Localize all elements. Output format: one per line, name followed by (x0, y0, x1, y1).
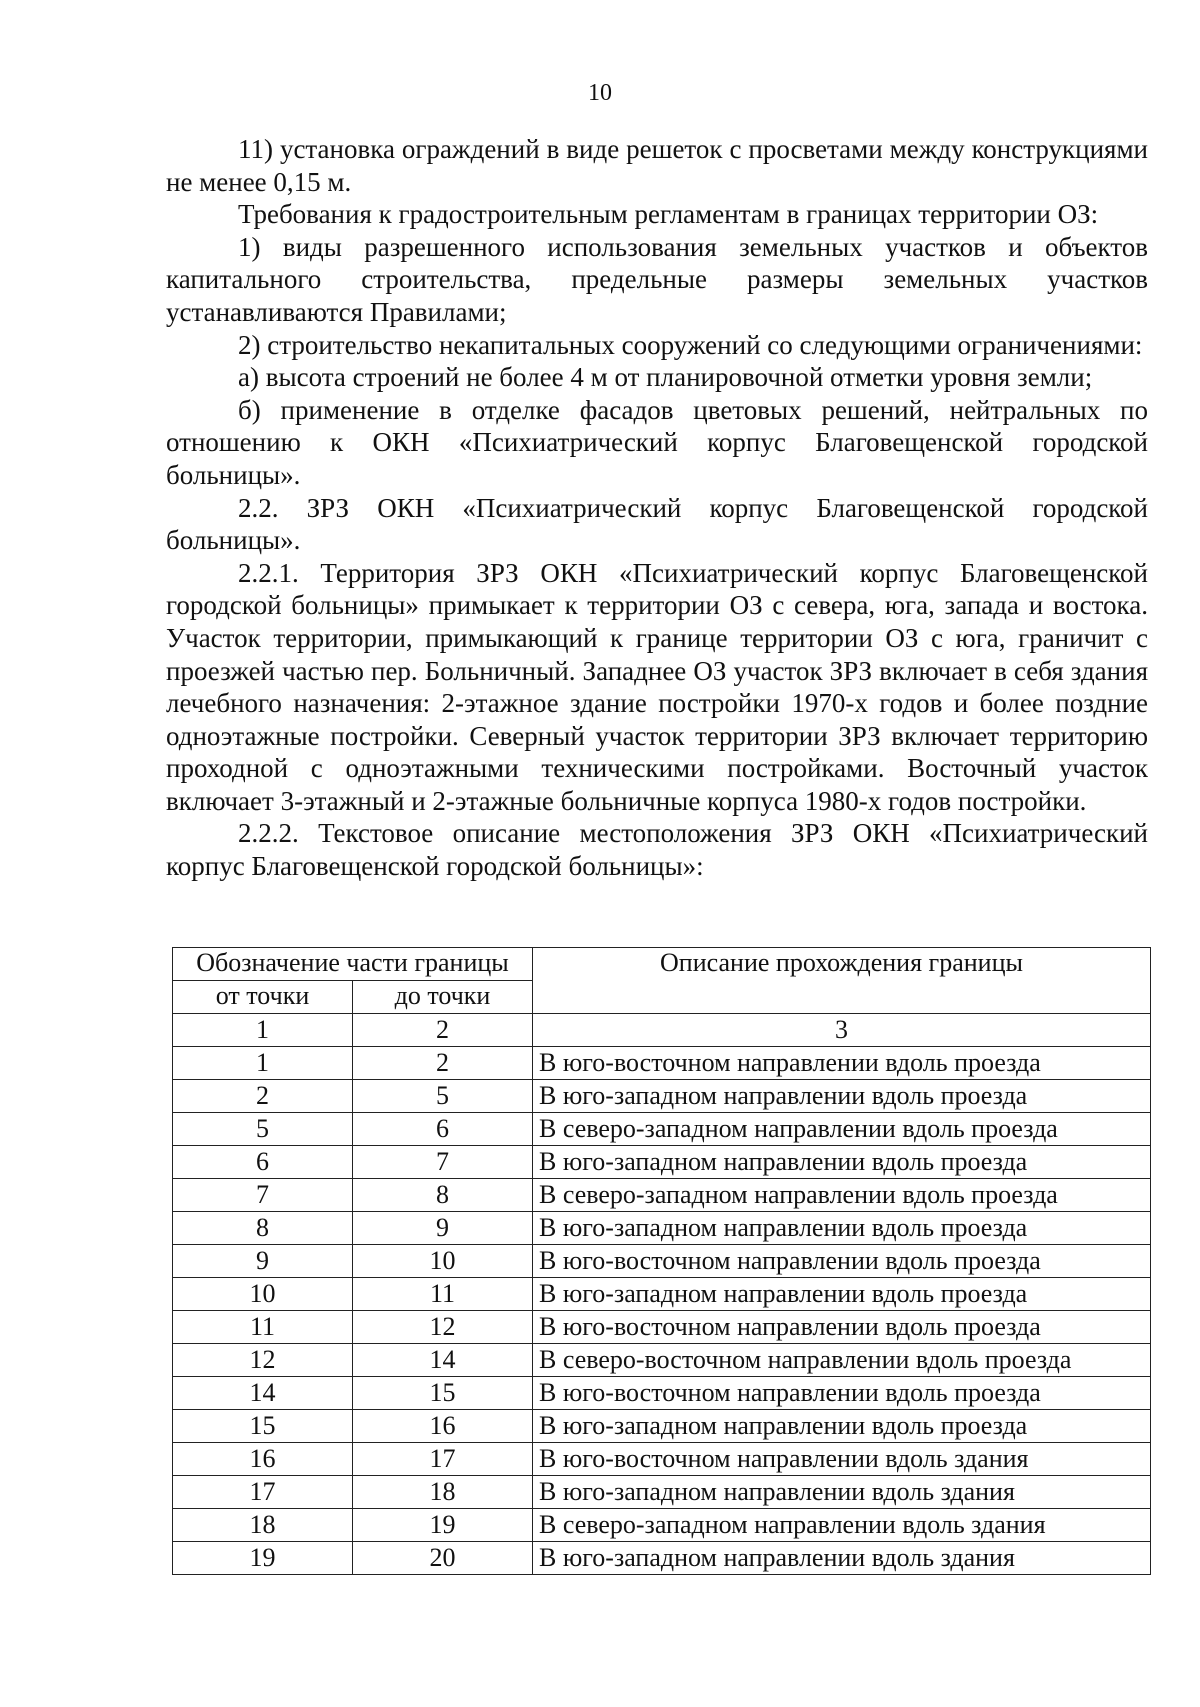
table-row (173, 1410, 1151, 1443)
description-cell: В юго-восточном направлении вдоль проезда (533, 1311, 1151, 1344)
from-point-cell: 9 (173, 1245, 353, 1278)
paragraph-height-limit: а) высота строений не более 4 м от планировочной отметки уровня земли; (238, 362, 1093, 393)
table-row (173, 1278, 1151, 1311)
from-point-cell: 7 (173, 1179, 353, 1212)
paragraph-noncapital-construction: 2) строительство некапитальных сооружений со следующими ограничениями: (238, 329, 1143, 360)
description-cell: В северо-западном направлении вдоль здания (533, 1509, 1151, 1542)
document-body (166, 133, 1148, 883)
paragraph-fence-requirement: 11) установка ограждений в виде решеток с просветами между конструкциями не менее 0,15 м. (166, 134, 1148, 197)
from-point-cell: 17 (173, 1476, 353, 1509)
from-point-cell: 19 (173, 1542, 353, 1575)
table-row (173, 1146, 1151, 1179)
from-point-cell: 2 (173, 1080, 353, 1113)
description-cell: В юго-восточном направлении вдоль проезда (533, 1047, 1151, 1080)
to-point-cell: 18 (353, 1476, 533, 1509)
to-point-cell: 17 (353, 1443, 533, 1476)
table-row (173, 1179, 1151, 1212)
from-point-cell: 1 (173, 1047, 353, 1080)
column-number: 1 (173, 1014, 353, 1047)
description-cell: В юго-западном направлении вдоль проезда (533, 1212, 1151, 1245)
table-row (173, 1344, 1151, 1377)
to-point-cell: 5 (353, 1080, 533, 1113)
table-row (173, 1080, 1151, 1113)
description-cell: В юго-западном направлении вдоль проезда (533, 1278, 1151, 1311)
to-point-cell: 10 (353, 1245, 533, 1278)
table-column-numbers-row (173, 1014, 1151, 1047)
table-row (173, 1509, 1151, 1542)
page-number: 10 (588, 80, 612, 106)
paragraph-permitted-use: 1) виды разрешенного использования земельных участков и объектов капитального строительства, предельные размеры земельных участков устанавливаются Правилами; (166, 231, 1148, 327)
description-cell: В юго-западном направлении вдоль проезда (533, 1146, 1151, 1179)
table-row (173, 1311, 1151, 1344)
paragraph-2-2-2: 2.2.2. Текстовое описание местоположения ЗРЗ ОКН «Психиатрический корпус Благовещенской городской больницы»: (166, 818, 1148, 882)
to-point-cell: 19 (353, 1509, 533, 1542)
table-row (173, 1542, 1151, 1575)
to-point-cell: 20 (353, 1542, 533, 1575)
header-boundary-description: Описание прохождения границы (533, 948, 1151, 1014)
to-point-cell: 15 (353, 1377, 533, 1410)
table-row (173, 1245, 1151, 1278)
paragraph-regulation-heading: Требования к градостроительным регламентам в границах территории ОЗ: (238, 199, 1099, 230)
description-cell: В северо-западном направлении вдоль проезда (533, 1179, 1151, 1212)
from-point-cell: 5 (173, 1113, 353, 1146)
to-point-cell: 11 (353, 1278, 533, 1311)
header-boundary-part: Обозначение части границы (173, 948, 533, 981)
column-number: 3 (533, 1014, 1151, 1047)
from-point-cell: 8 (173, 1212, 353, 1245)
table-row (173, 1212, 1151, 1245)
from-point-cell: 14 (173, 1377, 353, 1410)
to-point-cell: 14 (353, 1344, 533, 1377)
to-point-cell: 9 (353, 1212, 533, 1245)
table-row (173, 1113, 1151, 1146)
description-cell: В юго-западном направлении вдоль проезда (533, 1080, 1151, 1113)
description-cell: В юго-восточном направлении вдоль проезда (533, 1245, 1151, 1278)
from-point-cell: 12 (173, 1344, 353, 1377)
from-point-cell: 11 (173, 1311, 353, 1344)
description-cell: В северо-западном направлении вдоль проезда (533, 1113, 1151, 1146)
to-point-cell: 7 (353, 1146, 533, 1179)
paragraph-2-2-1: 2.2.1. Территория ЗРЗ ОКН «Психиатрический корпус Благовещенской городской больницы» примыкает к территории ОЗ с севера, юга, запада и востока. Участок территории, примыкающий к границе территории ОЗ с юга, граничит с проезжей частью пер. Больничный. Западнее ОЗ участок ЗРЗ включает в себя здания лечебного назначения: 2-этажное здание постройки 1970-х годов и более поздние одноэтажные постройки. Северный участок территории ЗРЗ включает территорию проходной с одноэтажными техническими постройками. Восточный участок включает 3-этажный и 2-этажные больничные корпуса 1980-х годов постройки. (166, 557, 1148, 816)
section-heading-2-2: 2.2. ЗРЗ ОКН «Психиатрический корпус Благовещенской городской больницы». (166, 492, 1148, 556)
to-point-cell: 16 (353, 1410, 533, 1443)
header-to-point: до точки (353, 981, 533, 1014)
to-point-cell: 2 (353, 1047, 533, 1080)
to-point-cell: 12 (353, 1311, 533, 1344)
table-row (173, 1476, 1151, 1509)
boundary-description-table (172, 947, 1151, 1575)
description-cell: В юго-восточном направлении вдоль проезда (533, 1377, 1151, 1410)
table-row (173, 1443, 1151, 1476)
table-row (173, 1047, 1151, 1080)
from-point-cell: 16 (173, 1443, 353, 1476)
table-header-row (173, 948, 1151, 981)
paragraph-facade-colors: б) применение в отделке фасадов цветовых решений, нейтральных по отношению к ОКН «Психиатрический корпус Благовещенской городской больницы». (166, 394, 1148, 490)
table-row (173, 1377, 1151, 1410)
description-cell: В юго-западном направлении вдоль здания (533, 1476, 1151, 1509)
description-cell: В юго-западном направлении вдоль проезда (533, 1410, 1151, 1443)
column-number: 2 (353, 1014, 533, 1047)
description-cell: В юго-западном направлении вдоль здания (533, 1542, 1151, 1575)
description-cell: В юго-восточном направлении вдоль здания (533, 1443, 1151, 1476)
from-point-cell: 15 (173, 1410, 353, 1443)
to-point-cell: 6 (353, 1113, 533, 1146)
header-from-point: от точки (173, 981, 353, 1014)
from-point-cell: 10 (173, 1278, 353, 1311)
to-point-cell: 8 (353, 1179, 533, 1212)
from-point-cell: 18 (173, 1509, 353, 1542)
from-point-cell: 6 (173, 1146, 353, 1179)
description-cell: В северо-восточном направлении вдоль проезда (533, 1344, 1151, 1377)
